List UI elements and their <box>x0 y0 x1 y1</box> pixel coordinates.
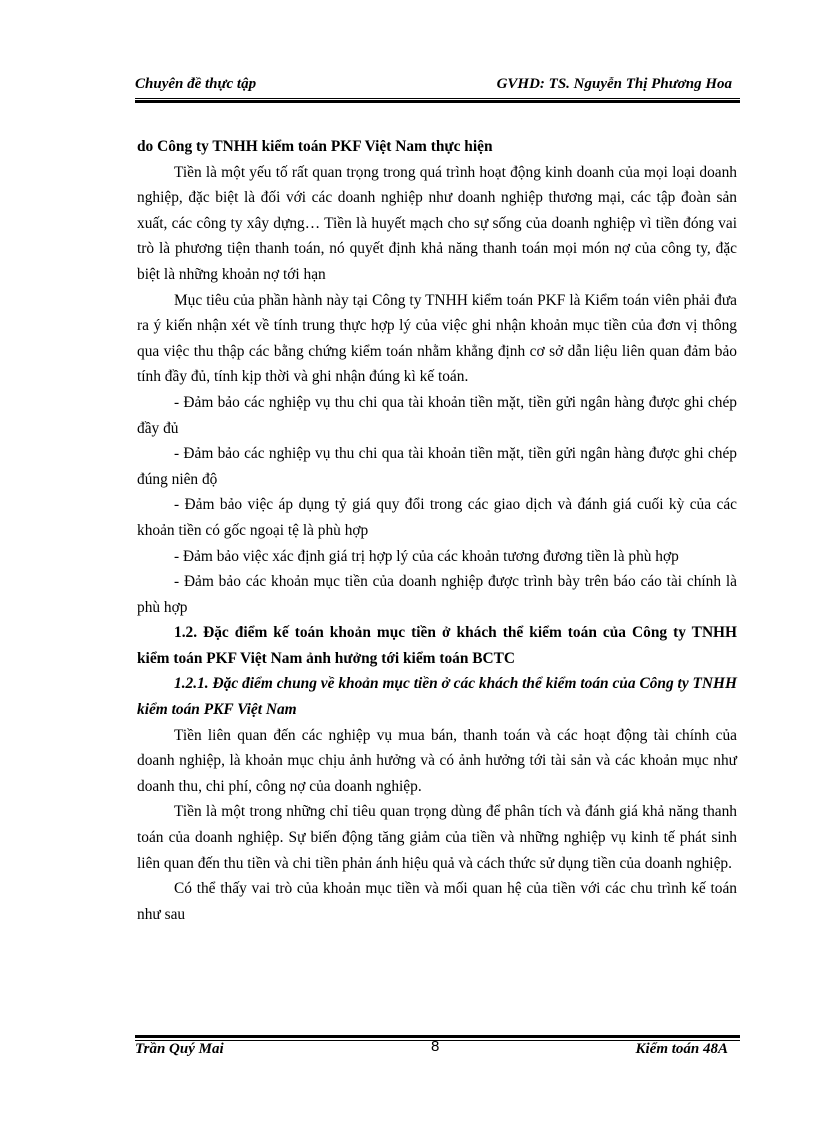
paragraph: Mục tiêu của phần hành này tại Công ty TNHH kiểm toán PKF là Kiểm toán viên phải đưa ra ý kiến nhận xét về tính trung thực hợp lý của việc ghi nhận khoản mục tiền của đơn vị thông qua việc thu thập các bằng chứng kiểm toán nhằm khẳng định cơ sở dẫn liệu liên quan đảm bảo tính đầy đủ, tính kịp thời và ghi nhận đúng kì kế toán. <box>137 291 737 386</box>
footer-author: Trần Quý Mai <box>135 1041 224 1057</box>
page-number: 8 <box>431 1038 440 1055</box>
page-header <box>135 74 740 98</box>
footer-class: Kiểm toán 48A <box>635 1041 728 1057</box>
document-body <box>137 134 737 927</box>
paragraph: Có thể thấy vai trò của khoản mục tiền và mối quan hệ của tiền với các chu trình kế toán như sau <box>137 880 737 923</box>
header-report-title: Chuyên đề thực tập <box>135 76 257 92</box>
header-rule-thin <box>135 98 740 99</box>
bullet-item: - Đảm bảo các khoản mục tiền của doanh nghiệp được trình bày trên báo cáo tài chính là phù hợp <box>137 573 737 616</box>
paragraph: Tiền là một trong những chỉ tiêu quan trọng dùng để phân tích và đánh giá khả năng thanh toán của doanh nghiệp. Sự biến động tăng giảm của tiền và những nghiệp vụ kinh tế phát sinh liên quan đến thu tiền và chi tiền phản ánh hiệu quả và cách thức sử dụng tiền của doanh nghiệp. <box>137 803 737 872</box>
header-rule-thick <box>135 100 740 103</box>
header-supervisor: GVHD: TS. Nguyễn Thị Phương Hoa <box>496 76 732 92</box>
paragraph: Tiền là một yếu tố rất quan trọng trong quá trình hoạt động kinh doanh của mọi loại doanh nghiệp, đặc biệt là đối với các doanh nghiệp như doanh nghiệp thương mại, các tập đoàn sản xuất, các công ty xây dựng… Tiền là huyết mạch cho sự sống của doanh nghiệp vì tiền đóng vai trò là phương tiện thanh toán, nó quyết định khả năng thanh toán mọi món nợ của công ty, đặc biệt là những khoản nợ tới hạn <box>137 163 737 283</box>
bullet-item: - Đảm bảo các nghiệp vụ thu chi qua tài khoản tiền mặt, tiền gửi ngân hàng được ghi chép đúng niên độ <box>137 445 737 488</box>
paragraph-continuation-heading: do Công ty TNHH kiểm toán PKF Việt Nam thực hiện <box>137 138 493 155</box>
bullet-item: - Đảm bảo việc xác định giá trị hợp lý của các khoản tương đương tiền là phù hợp <box>174 547 679 565</box>
paragraph: Tiền liên quan đến các nghiệp vụ mua bán, thanh toán và các hoạt động tài chính của doanh nghiệp, là khoản mục chịu ảnh hưởng và có ảnh hưởng tới tài sản và các khoản mục như doanh thu, chi phí, công nợ của doanh nghiệp. <box>137 726 737 795</box>
section-heading-1-2-1: 1.2.1. Đặc điểm chung về khoản mục tiền ở các khách thể kiểm toán của Công ty TNHH kiểm toán PKF Việt Nam <box>137 675 737 719</box>
bullet-item: - Đảm bảo các nghiệp vụ thu chi qua tài khoản tiền mặt, tiền gửi ngân hàng được ghi chép đầy đủ <box>137 393 737 437</box>
bullet-item: - Đảm bảo việc áp dụng tỷ giá quy đổi trong các giao dịch và đánh giá cuối kỳ của các khoản tiền có gốc ngoại tệ là phù hợp <box>137 496 737 539</box>
page-footer <box>135 1038 740 1063</box>
section-heading-1-2: 1.2. Đặc điểm kế toán khoản mục tiền ở khách thể kiểm toán của Công ty TNHH kiểm toán PKF Việt Nam ảnh hưởng tới kiểm toán BCTC <box>137 624 737 667</box>
